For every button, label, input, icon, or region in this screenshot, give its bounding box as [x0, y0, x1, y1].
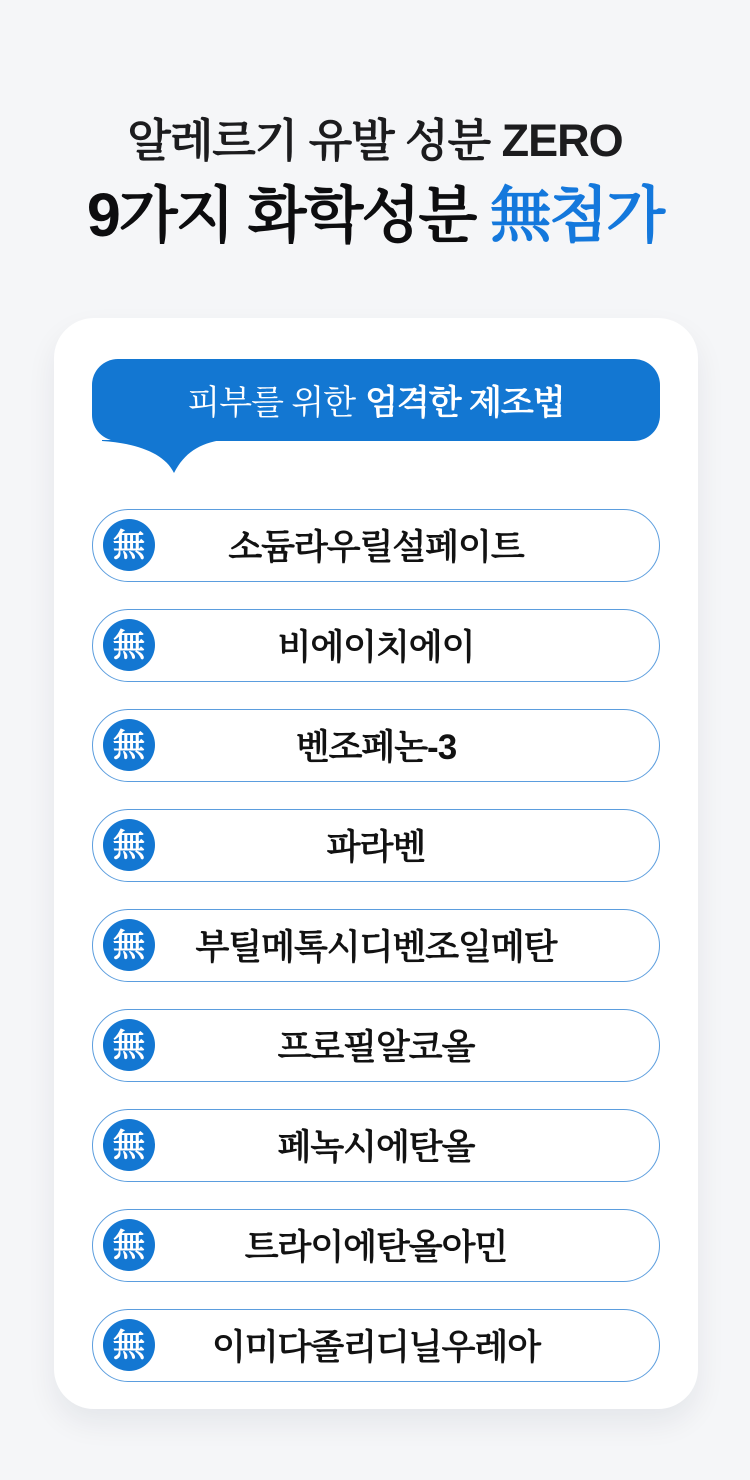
- mu-badge-icon: 無: [103, 719, 155, 771]
- ingredient-label: 벤조페논-3: [295, 728, 457, 768]
- ingredient-pill: [92, 909, 660, 982]
- header-subtitle: 알레르기 유발 성분 ZERO: [127, 115, 623, 166]
- mu-badge-icon: 無: [103, 1019, 155, 1071]
- ingredient-pill: [92, 609, 660, 682]
- ingredient-pill: [92, 709, 660, 782]
- ingredient-pill: [92, 1009, 660, 1082]
- mu-badge-icon: 無: [103, 1119, 155, 1171]
- ingredient-label: 부틸메톡시디벤조일메탄: [195, 928, 557, 968]
- header: [0, 0, 750, 250]
- ingredient-label: 파라벤: [326, 828, 426, 868]
- title-text: 9가지 화학성분: [86, 180, 491, 249]
- ingredient-label: 페녹시에탄올: [277, 1128, 475, 1168]
- mu-badge-icon: 無: [103, 519, 155, 571]
- ingredient-list: [92, 509, 660, 1382]
- ingredient-label: 트라이에탄올아민: [244, 1228, 508, 1268]
- banner-text-regular: 피부를 위한: [187, 384, 356, 423]
- ingredient-pill: [92, 509, 660, 582]
- ingredients-card: [54, 318, 698, 1409]
- ingredient-pill: [92, 1309, 660, 1382]
- title-highlight: 無첨가: [490, 180, 664, 249]
- mu-badge-icon: 無: [103, 619, 155, 671]
- ingredient-label: 이미다졸리디닐우레아: [211, 1328, 541, 1368]
- mu-badge-icon: 無: [103, 919, 155, 971]
- page-title: [0, 180, 750, 250]
- mu-badge-icon: 無: [103, 819, 155, 871]
- ingredient-pill: [92, 1209, 660, 1282]
- ingredient-label: 프로필알코올: [277, 1028, 475, 1068]
- mu-badge-icon: 無: [103, 1219, 155, 1271]
- ingredient-label: 소듐라우릴설페이트: [228, 528, 524, 568]
- mu-badge-icon: 無: [103, 1319, 155, 1371]
- ingredient-pill: [92, 809, 660, 882]
- banner-text-bold: 엄격한 제조법: [365, 384, 565, 423]
- ingredient-label: 비에이치에이: [277, 628, 475, 668]
- banner-wrap: [92, 359, 660, 441]
- ingredient-pill: [92, 1109, 660, 1182]
- banner: [92, 359, 660, 441]
- speech-bubble-tail-icon: [102, 440, 242, 474]
